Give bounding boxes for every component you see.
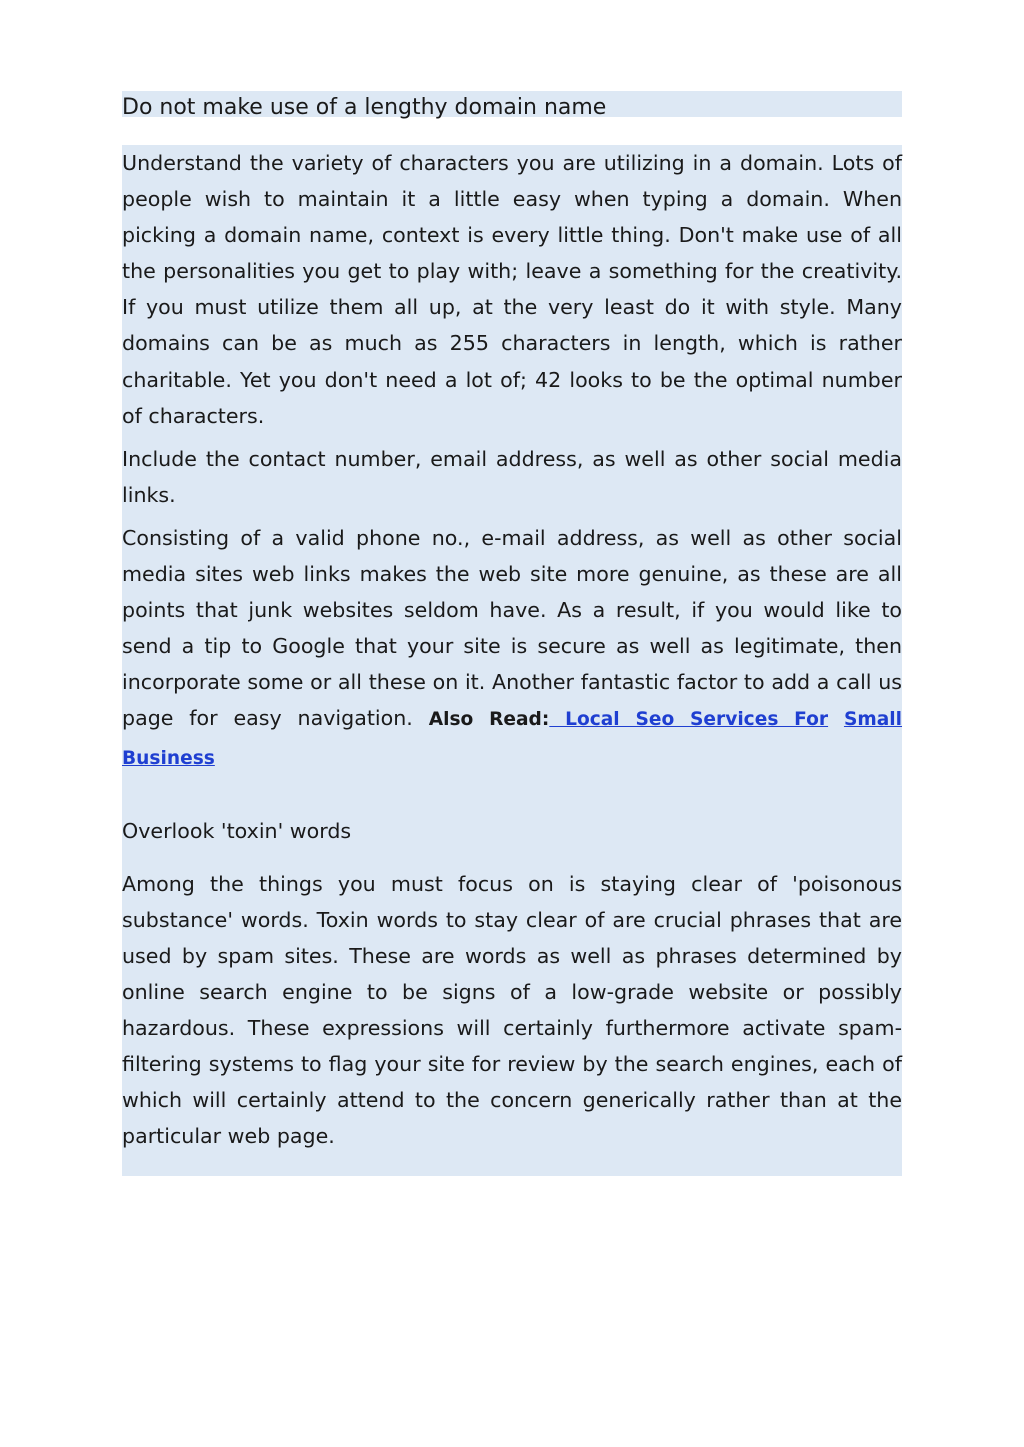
section-heading: Do not make use of a lengthy domain name [122,95,607,120]
local-seo-link[interactable]: Local Seo Services For [549,709,829,731]
paragraph-contact-heading: Include the contact number, email address, as well as other social media links. [122,446,902,507]
content-block [122,145,902,1176]
paragraph-toxin-words: Among the things you must focus on is staying clear of 'poisonous substance' words. Toxin words to stay clear of are crucial phrases that are used by spam sites. These are words as well as phrases determined by online search engine to be signs of a low-grade website or possibly hazardous. These expressions will certainly furthermore activate spam-filtering systems to flag your site for review by the search engines, each of which will certainly attend to the concern generically rather than at the particular web page. [122,871,902,1149]
small-business-link[interactable]: Small Business [122,709,903,769]
paragraph-domain-length: Understand the variety of characters you are utilizing in a domain. Lots of people wish to maintain it a little easy when typing a domain. When picking a domain name, context is every little thing. Don't make use of all the personalities you get to play with; leave a something for the creativity. If you must utilize them all up, at the very least do it with style. Many domains can be as much as 255 characters in length, which is rather charitable. Yet you don't need a lot of; 42 looks to be the optimal number of characters. [122,151,902,428]
subheading-toxin-words: Overlook 'toxin' words [122,818,352,843]
paragraph-contact-text: Consisting of a valid phone no., e-mail address, as well as other social media sites web links makes the web site more genuine, as these are all points that junk websites seldom have. As a result, if you would like to send a tip to Google that your site is secure as well as legitimate, then incorporate some or all these on it. Another fantastic factor to add a call us page for easy navigation. [122,525,902,731]
also-read-label: Also Read: [428,709,550,731]
paragraph-contact-body [122,520,902,777]
